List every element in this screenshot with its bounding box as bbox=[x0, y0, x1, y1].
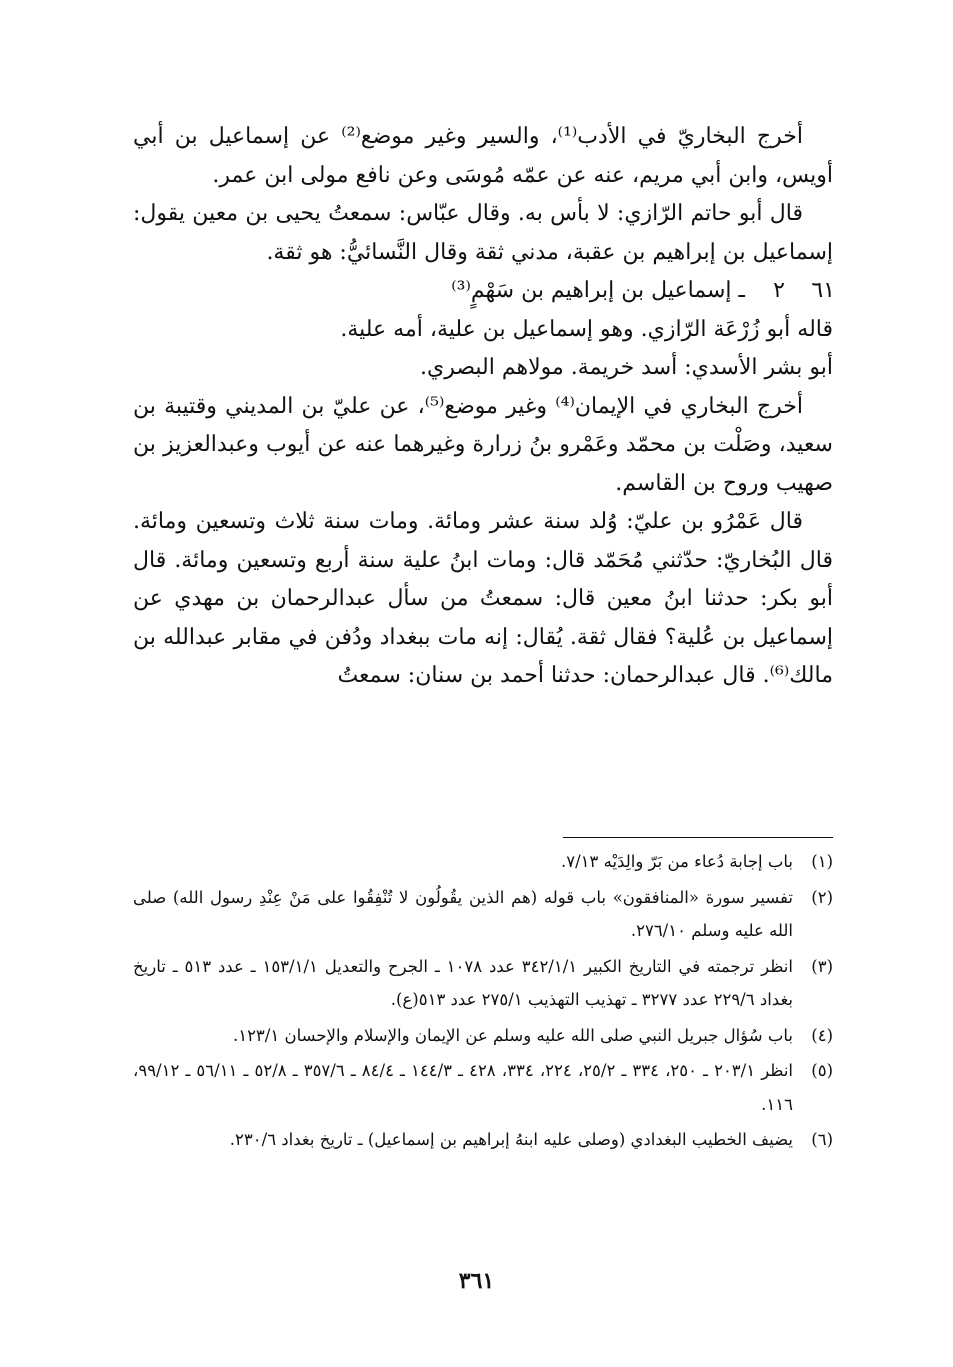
footnote bbox=[133, 881, 833, 948]
footnote bbox=[133, 1054, 833, 1121]
page-number: ٣٦١ bbox=[458, 1268, 495, 1294]
footnote bbox=[133, 1123, 833, 1157]
footnote-text: تفسير سورة «المنافقون» باب قوله (هم الذين يقُولُون لا تُنْفِقُوا على مَنْ عِنْدِ رسول الله) صلى الله عليه وسلم ٢٧٦/١٠. bbox=[133, 887, 793, 940]
entry-line: أبو بشر الأسدي: أسد خريمة. مولاهم البصري. bbox=[419, 355, 833, 380]
footnote-text: يضيف الخطيب البغدادي (وصلى عليه ابنهُ إبراهيم بن إسماعيل) ـ تاريخ بغداد ٢٣٠/٦. bbox=[229, 1130, 793, 1149]
footnote-number: (١) bbox=[811, 852, 833, 871]
entry-line: قاله أبو زُرْعَة الرّازي. وهو إسماعيل بن علية، أمه علية. bbox=[340, 316, 833, 342]
footnotes bbox=[133, 845, 833, 1159]
entry-title: ـ إسماعيل بن إبراهيم بن سَهْمٍ⁽³⁾ bbox=[451, 278, 745, 303]
paragraph: قال أبو حاتم الرّازي: لا بأس به. وقال عبّاس: سمعتُ يحيى بن معين يقول: إسماعيل بن إبراهيم بن عقبة، مدني ثقة وقال النَّسائيُّ: هو ثقة. bbox=[133, 201, 833, 265]
footnote-text: باب سُؤال جبريل النبي صلى الله عليه وسلم عن الإيمان والإسلام والإحسان ١٢٣/١. bbox=[232, 1025, 793, 1045]
footnote bbox=[133, 1019, 833, 1053]
entry-heading bbox=[133, 272, 833, 311]
main-text bbox=[133, 118, 833, 696]
paragraph: أخرج البخاريّ في الأدب⁽¹⁾، والسير وغير موضع⁽²⁾ عن إسماعيل بن أبي أويس، وابن أبي مريم، عنه عن عمّه مُوسَى وعن نافع مولى ابن عمر. bbox=[133, 124, 833, 188]
footnote-number: (٥) bbox=[811, 1061, 833, 1080]
footnote-text: انظر ترجمته في التاريخ الكبير ٣٤٢/١/١ عدد ١٠٧٨ ـ الجرح والتعديل ١٥٣/١/١ ـ عدد ٥١٣ ـ تاريخ بغداد ٢٢٩/٦ عدد ٣٢٧٧ ـ تهذيب التهذيب ٢٧٥/١ عدد ٥١٣(ع). bbox=[133, 956, 793, 1009]
footnote-divider bbox=[563, 837, 833, 838]
footnote-number: (٦) bbox=[811, 1130, 833, 1149]
paragraph: أخرج البخاري في الإيمان⁽⁴⁾ وغير موضع⁽⁵⁾، عن عليّ بن المديني وقتيبة بن سعيد، وصَلْت بن محمّد وعَمْرو بنُ زرارة وغيرهما عنه عن أيوب وعبدالعزيز بن صهيب وروح بن القاسم. bbox=[133, 393, 833, 496]
footnote bbox=[133, 845, 833, 879]
entry-number: ٦١ bbox=[811, 278, 835, 303]
footnote-number: (٢) bbox=[811, 887, 833, 907]
entry-sub-number: ٢ bbox=[773, 278, 785, 303]
footnote-text: انظر ٢٠٣/١ ـ ٢٥٠، ٣٣٤ ـ ٢٥/٢، ٢٢٤، ٣٣٤، ٤٢٨ ـ ١٤٤/٣ ـ ٨٤/٤ ـ ٣٥٧/٦ ـ ٥٢/٨ ـ ٥٦/١١ ـ ٩٩/١٢، ١١٦. bbox=[133, 1061, 794, 1114]
footnote-number: (٣) bbox=[811, 956, 833, 976]
paragraph: قال عَمْرُو بن عليّ: وُلد سنة عشر ومائة. ومات سنة ثلاث وتسعين ومائة. قال البُخاريّ: حدّثني مُحَمّد قال: ومات ابنُ علية سنة أربع وتسعين ومائة. قال أبو بكر: حدثنا ابنُ معين قال: سمعتُ من سأل عبدالرحمان بن مهدي عن إسماعيل بن عُلية؟ فقال ثقة. يُقال: إنه مات ببغداد ودُفن في مقابر عبدالله بن مالك⁽⁶⁾. قال عبدالرحمان: حدثنا أحمد بن سنان: سمعتُ bbox=[133, 509, 833, 688]
footnote bbox=[133, 950, 833, 1017]
footnote-number: (٤) bbox=[811, 1025, 833, 1045]
footnote-text: باب إجابة دُعاء من بَرّ والِدَيْه ٧/١٣. bbox=[560, 852, 793, 871]
